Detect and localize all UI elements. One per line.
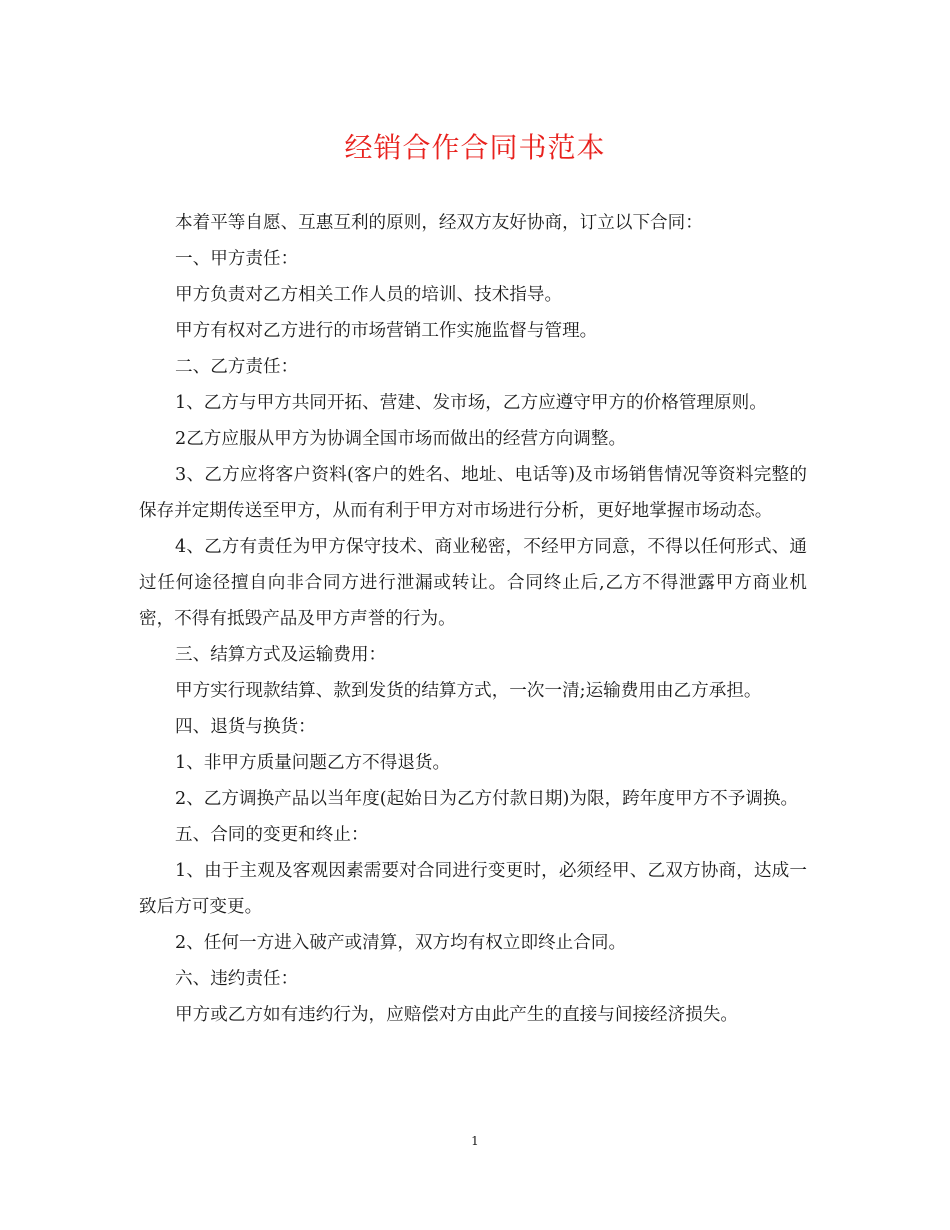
section-heading-party-b: 二、乙方责任： [175, 357, 299, 377]
paragraph: 甲方或乙方如有违约行为，应赔偿对方由此产生的直接与间接经济损失。 [175, 1005, 739, 1025]
document-body [139, 205, 807, 1033]
paragraph: 2、任何一方进入破产或清算，双方均有权立即终止合同。 [175, 933, 627, 953]
paragraph: 甲方有权对乙方进行的市场营销工作实施监督与管理。 [175, 321, 598, 341]
paragraph: 1、非甲方质量问题乙方不得退货。 [175, 753, 451, 773]
paragraph: 3、乙方应将客户资料(客户的姓名、地址、电话等)及市场销售情况等资料完整的保存并定期传送至甲方，从而有利于甲方对市场进行分析，更好地掌握市场动态。 [139, 465, 807, 521]
section-heading-party-a: 一、甲方责任： [175, 249, 299, 269]
paragraph: 2、乙方调换产品以当年度(起始日为乙方付款日期)为限，跨年度甲方不予调换。 [175, 789, 799, 809]
section-heading-changes: 五、合同的变更和终止： [175, 825, 369, 845]
paragraph-intro: 本着平等自愿、互惠互利的原则，经双方友好协商，订立以下合同： [175, 213, 703, 233]
paragraph: 甲方实行现款结算、款到发货的结算方式，一次一清;运输费用由乙方承担。 [175, 681, 762, 701]
paragraph: 2乙方应服从甲方为协调全国市场而做出的经营方向调整。 [175, 429, 627, 449]
section-heading-settlement: 三、结算方式及运输费用： [175, 645, 387, 665]
paragraph: 1、由于主观及客观因素需要对合同进行变更时，必须经甲、乙双方协商，达成一致后方可变更。 [139, 861, 807, 917]
paragraph: 4、乙方有责任为甲方保守技术、商业秘密，不经甲方同意，不得以任何形式、通过任何途径擅自向非合同方进行泄漏或转让。合同终止后,乙方不得泄露甲方商业机密，不得有抵毁产品及甲方声誉的行为。 [139, 537, 807, 629]
document-title: 经销合作合同书范本 [344, 131, 606, 164]
paragraph: 1、乙方与甲方共同开拓、营建、发市场，乙方应遵守甲方的价格管理原则。 [175, 393, 767, 413]
section-heading-returns: 四、退货与换货： [175, 717, 316, 737]
paragraph: 甲方负责对乙方相关工作人员的培训、技术指导。 [175, 285, 563, 305]
page-number: 1 [471, 1134, 479, 1148]
section-heading-liability: 六、违约责任： [175, 969, 299, 989]
